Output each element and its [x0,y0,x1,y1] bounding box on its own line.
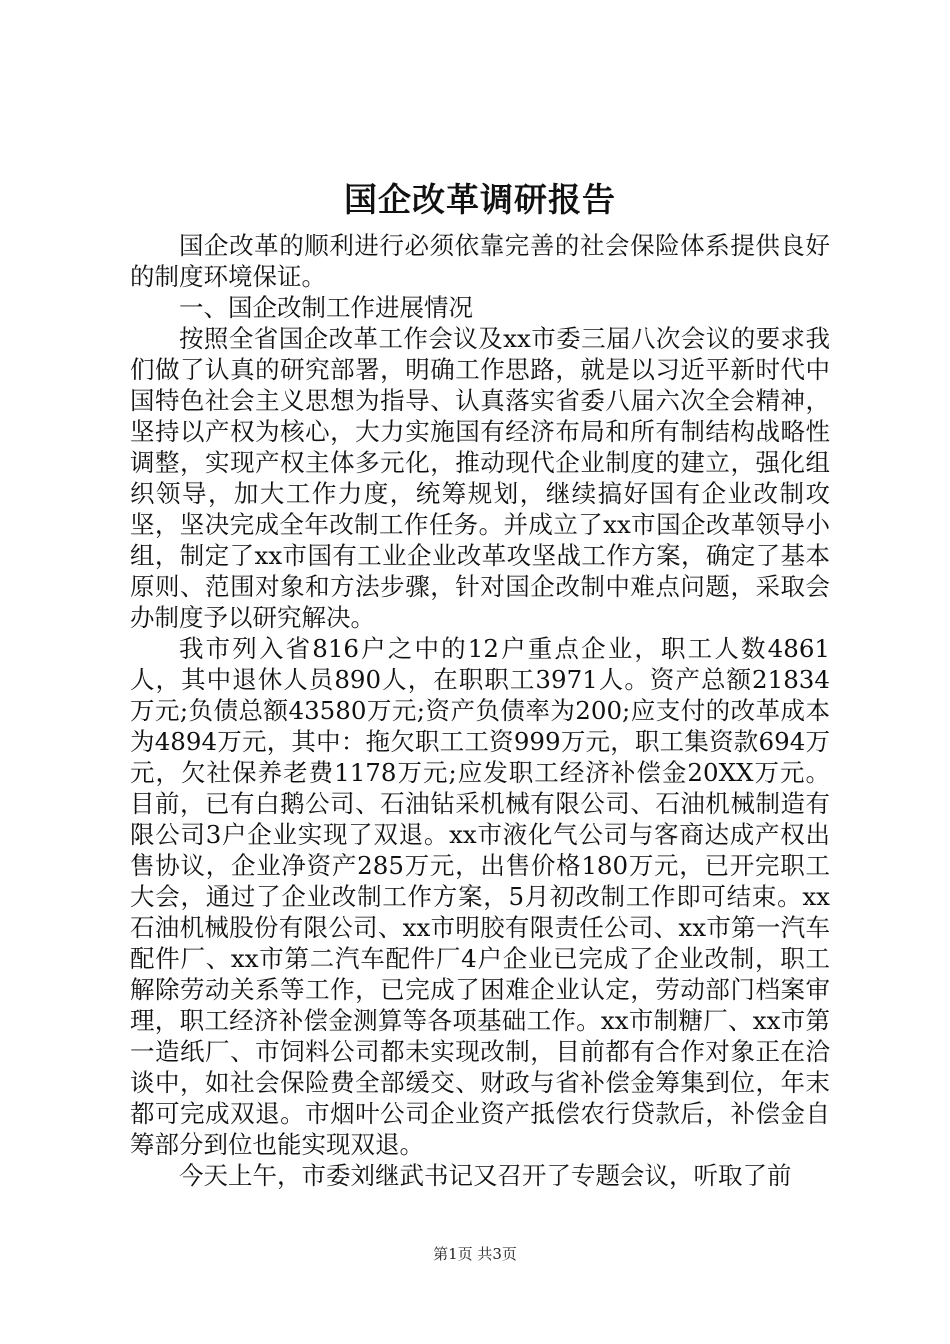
document-body [130,178,830,1191]
page-footer: 第1页 共3页 [433,1245,517,1263]
paragraph-deployment: 按照全省国企改革工作会议及xx市委三届八次会议的要求我们做了认真的研究部署，明确工作思路，就是以习近平新时代中国特色社会主义思想为指导、认真落实省委八届六次全会精神，坚持以产权为核心，大力实施国有经济布局和所有制结构战略性调整，实现产权主体多元化，推动现代企业制度的建立，强化组织领导，加大工作力度，统筹规划，继续搞好国有企业改制攻坚，坚决完成全年改制工作任务。并成立了xx市国企改革领导小组，制定了xx市国有工业企业改革攻坚战工作方案，确定了基本原则、范围对象和方法步骤，针对国企改制中难点问题，采取会办制度予以研究解决。 [130,324,830,632]
paragraph-meeting: 今天上午，市委刘继武书记又召开了专题会议，听取了前 [179,1161,792,1190]
paragraph-intro: 国企改革的顺利进行必须依靠完善的社会保险体系提供良好的制度环境保证。 [130,231,830,291]
section-heading: 一、国企改制工作进展情况 [179,293,473,322]
document-title: 国企改革调研报告 [344,180,616,219]
paragraph-enterprise-status: 我市列入省816户之中的12户重点企业，职工人数4861人，其中退休人员890人，在职职工3971人。资产总额21834万元;负债总额43580万元;资产负债率为200;应支付的改革成本为4894万元，其中：拖欠职工工资999万元，职工集资款694万元，欠社保养老费1178万元;应发职工经济补偿金20XX万元。目前，已有白鹅公司、石油钻采机械有限公司、石油机械制造有限公司3户企业实现了双退。xx市液化气公司与客商达成产权出售协议，企业净资产285万元，出售价格180万元，已开完职工大会，通过了企业改制工作方案，5月初改制工作即可结束。xx石油机械股份有限公司、xx市明胶有限责任公司、xx市第一汽车配件厂、xx市第二汽车配件厂4户企业已完成了企业改制，职工解除劳动关系等工作，已完成了困难企业认定，劳动部门档案审理，职工经济补偿金测算等各项基础工作。xx市制糖厂、xx市第一造纸厂、市饲料公司都未实现改制，目前都有合作对象正在洽谈中，如社会保险费全部缓交、财政与省补偿金筹集到位，年末都可完成双退。市烟叶公司企业资产抵偿农行贷款后，补偿金自筹部分到位也能实现双退。 [130,634,830,1159]
